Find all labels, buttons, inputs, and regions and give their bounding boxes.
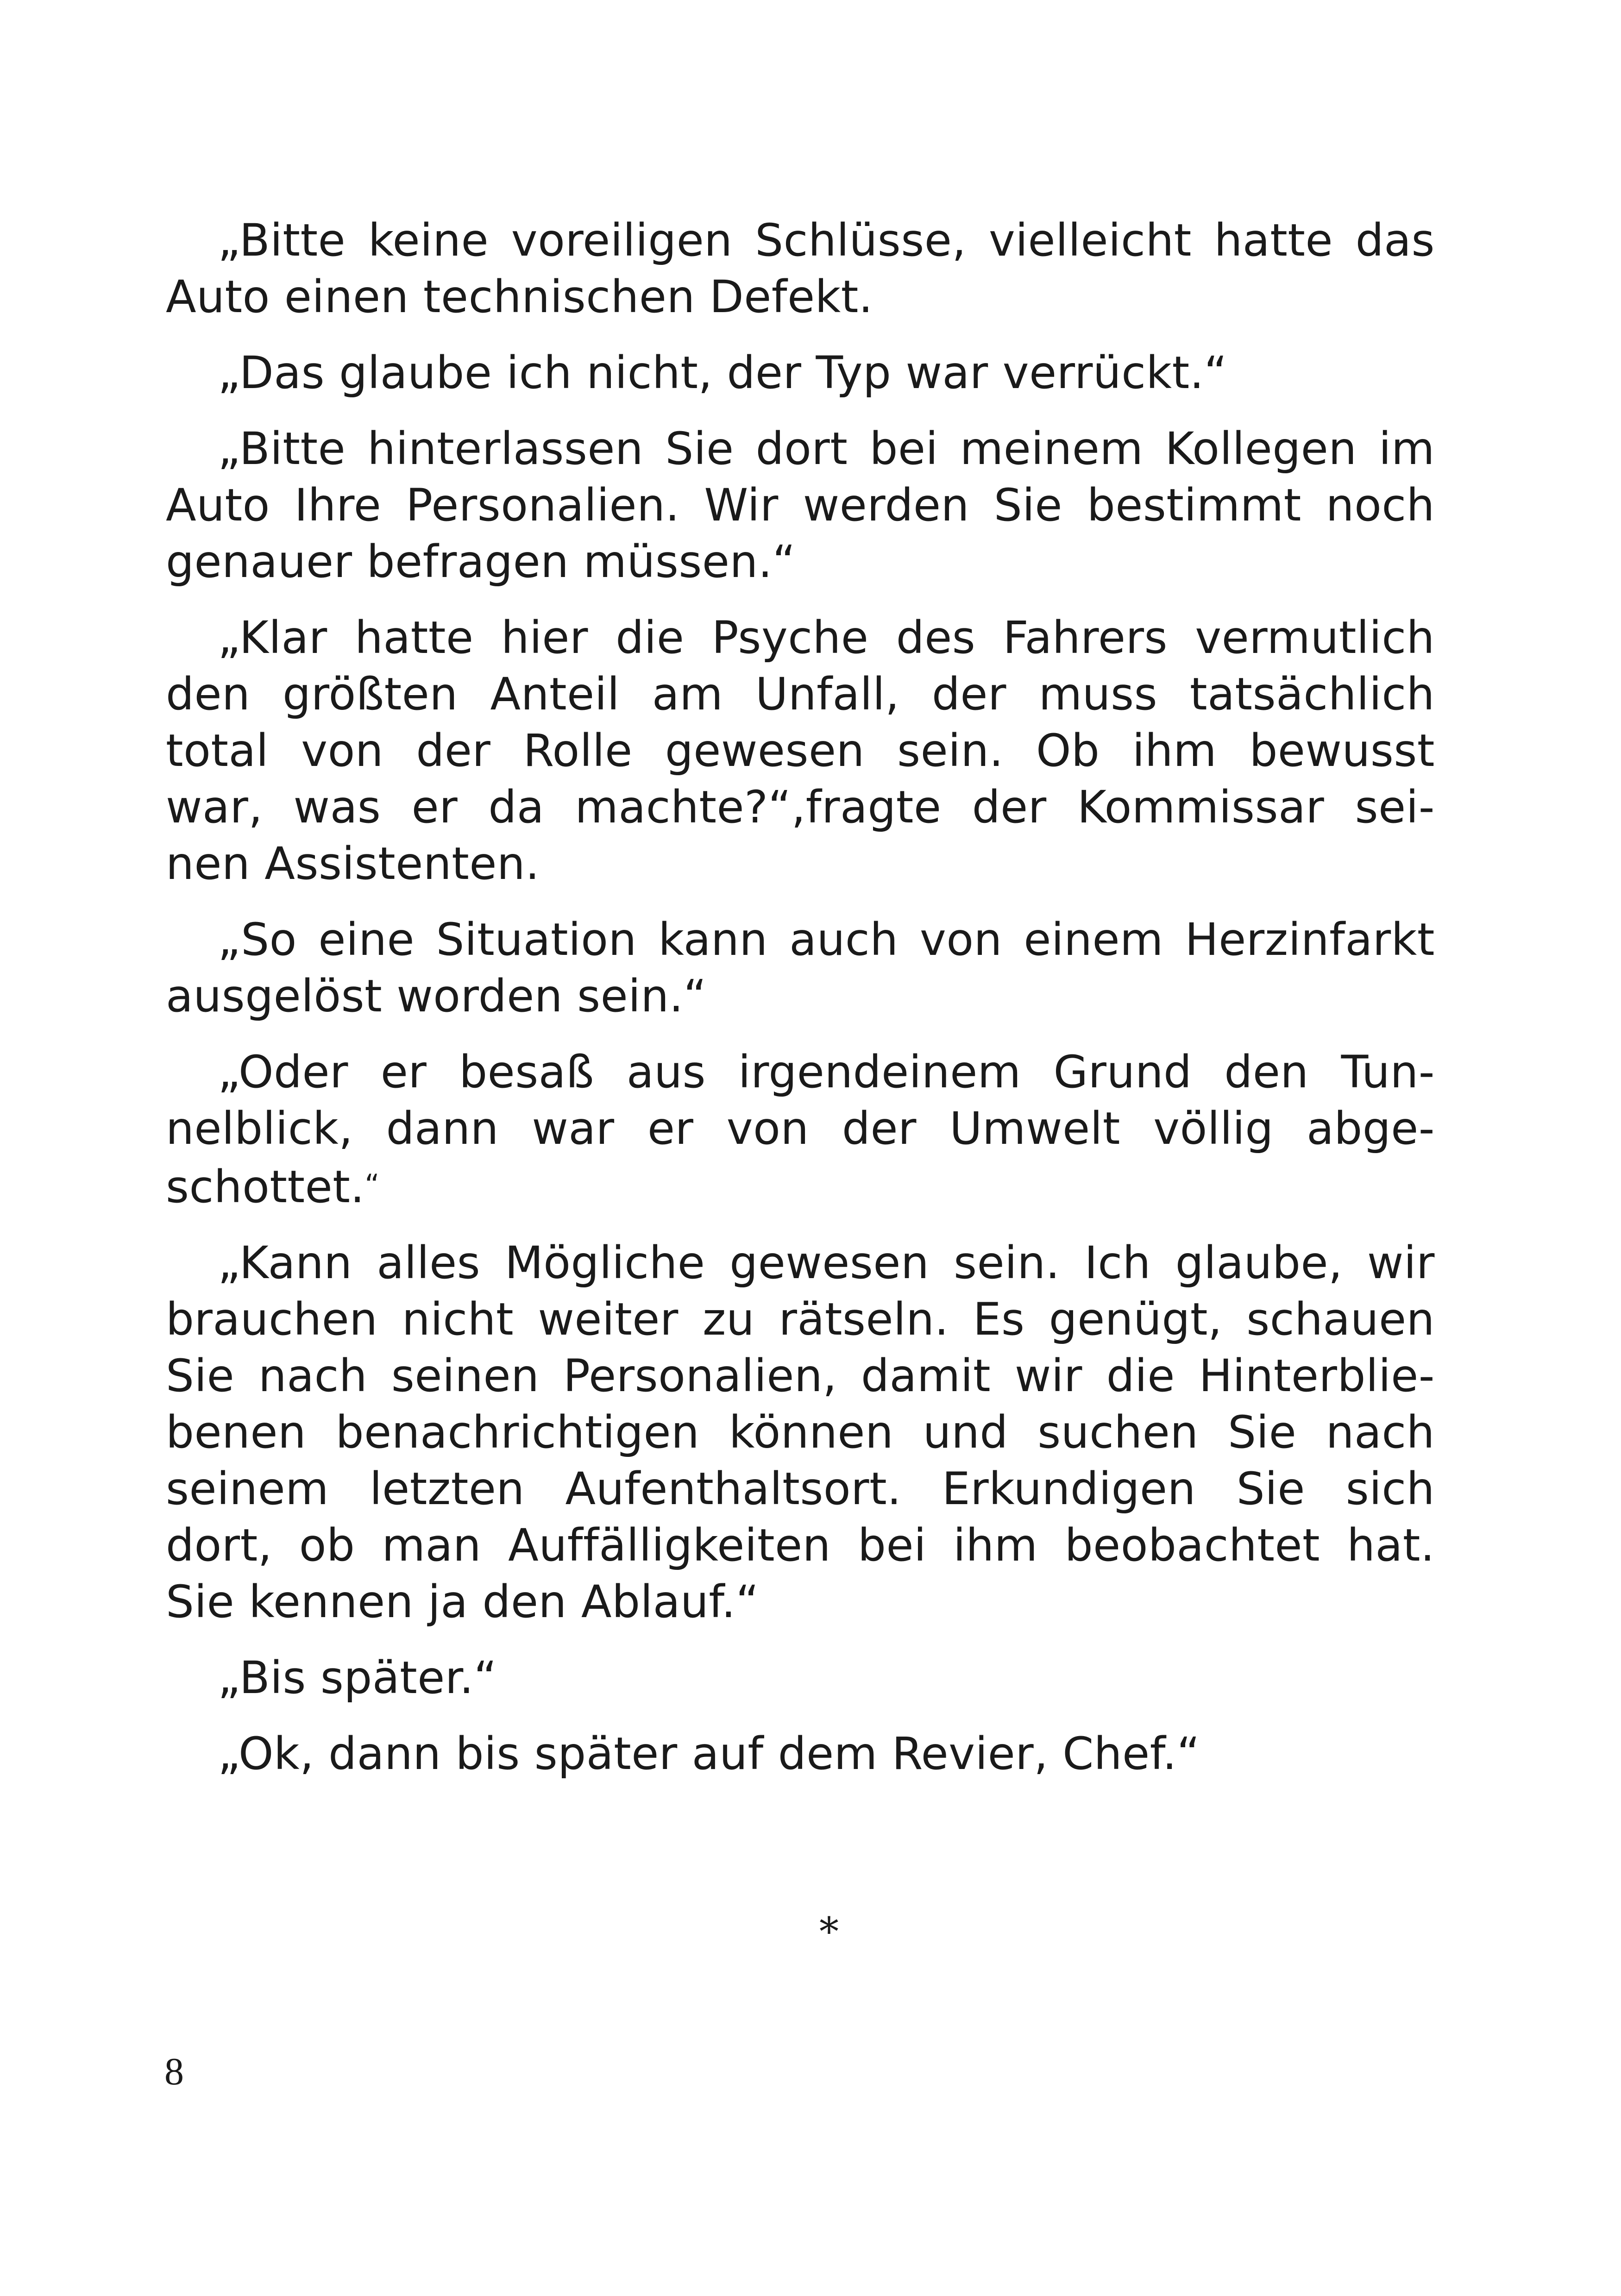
text-line: Auto einen technischen Defekt.: [166, 271, 873, 323]
paragraph-2: [166, 345, 1435, 401]
text-line: genauer befragen müssen.“: [166, 536, 796, 588]
text-line: „So eine Situation kann auch von einem Herzinfarkt: [218, 914, 1435, 966]
scene-break-asterisk: *: [819, 1909, 839, 1954]
text-line: „Klar hatte hier die Psyche des Fahrers vermutlich: [218, 612, 1435, 664]
paragraph-5: [166, 911, 1435, 1024]
text-fragment: schottet.: [166, 1161, 365, 1213]
paragraph-3: [166, 420, 1435, 590]
text-line: „Oder er besaß aus irgendeinem Grund den Tun-: [218, 1046, 1435, 1098]
page-number: 8: [164, 2050, 184, 2093]
text-line: Sie nach seinen Personalien, damit wir die Hinterblie-: [166, 1350, 1435, 1402]
text-line: Sie kennen ja den Ablauf.“: [166, 1576, 759, 1628]
text-line: den größten Anteil am Unfall, der muss tatsächlich: [166, 668, 1435, 720]
text-line: nen Assistenten.: [166, 838, 540, 890]
text-line: nelblick, dann war er von der Umwelt völlig abge-: [166, 1103, 1435, 1154]
text-line: seinem letzten Aufenthaltsort. Erkundigen Sie sich: [166, 1463, 1435, 1515]
body-text: [166, 212, 1435, 1801]
text-line: Auto Ihre Personalien. Wir werden Sie bestimmt noch: [166, 479, 1435, 531]
paragraph-4: [166, 609, 1435, 892]
text-line: war, was er da machte?“,fragte der Kommissar sei-: [166, 781, 1435, 833]
text-line: brauchen nicht weiter zu rätseln. Es genügt, schauen: [166, 1293, 1435, 1345]
paragraph-1: [166, 212, 1435, 325]
text-line: benen benachrichtigen können und suchen Sie nach: [166, 1406, 1435, 1458]
paragraph-9: [166, 1725, 1435, 1782]
text-line: ausgelöst worden sein.“: [166, 970, 707, 1022]
closing-quote-mark: “: [364, 1168, 380, 1202]
text-line: dort, ob man Auffälligkeiten bei ihm beobachtet hat.: [166, 1519, 1435, 1571]
text-line: „Ok, dann bis später auf dem Revier, Chef.“: [218, 1728, 1200, 1780]
text-line: total von der Rolle gewesen sein. Ob ihm bewusst: [166, 725, 1435, 777]
text-line: [166, 1157, 1435, 1215]
paragraph-7: [166, 1235, 1435, 1630]
paragraph-8: [166, 1650, 1435, 1706]
text-line: „Bis später.“: [218, 1652, 497, 1704]
text-line: „Bitte keine voreiligen Schlüsse, vielleicht hatte das: [218, 214, 1435, 266]
text-line: „Das glaube ich nicht, der Typ war verrückt.“: [218, 347, 1228, 399]
paragraph-6: [166, 1044, 1435, 1215]
text-line: „Bitte hinterlassen Sie dort bei meinem Kollegen im: [218, 423, 1435, 475]
text-line: „Kann alles Mögliche gewesen sein. Ich glaube, wir: [218, 1237, 1435, 1289]
